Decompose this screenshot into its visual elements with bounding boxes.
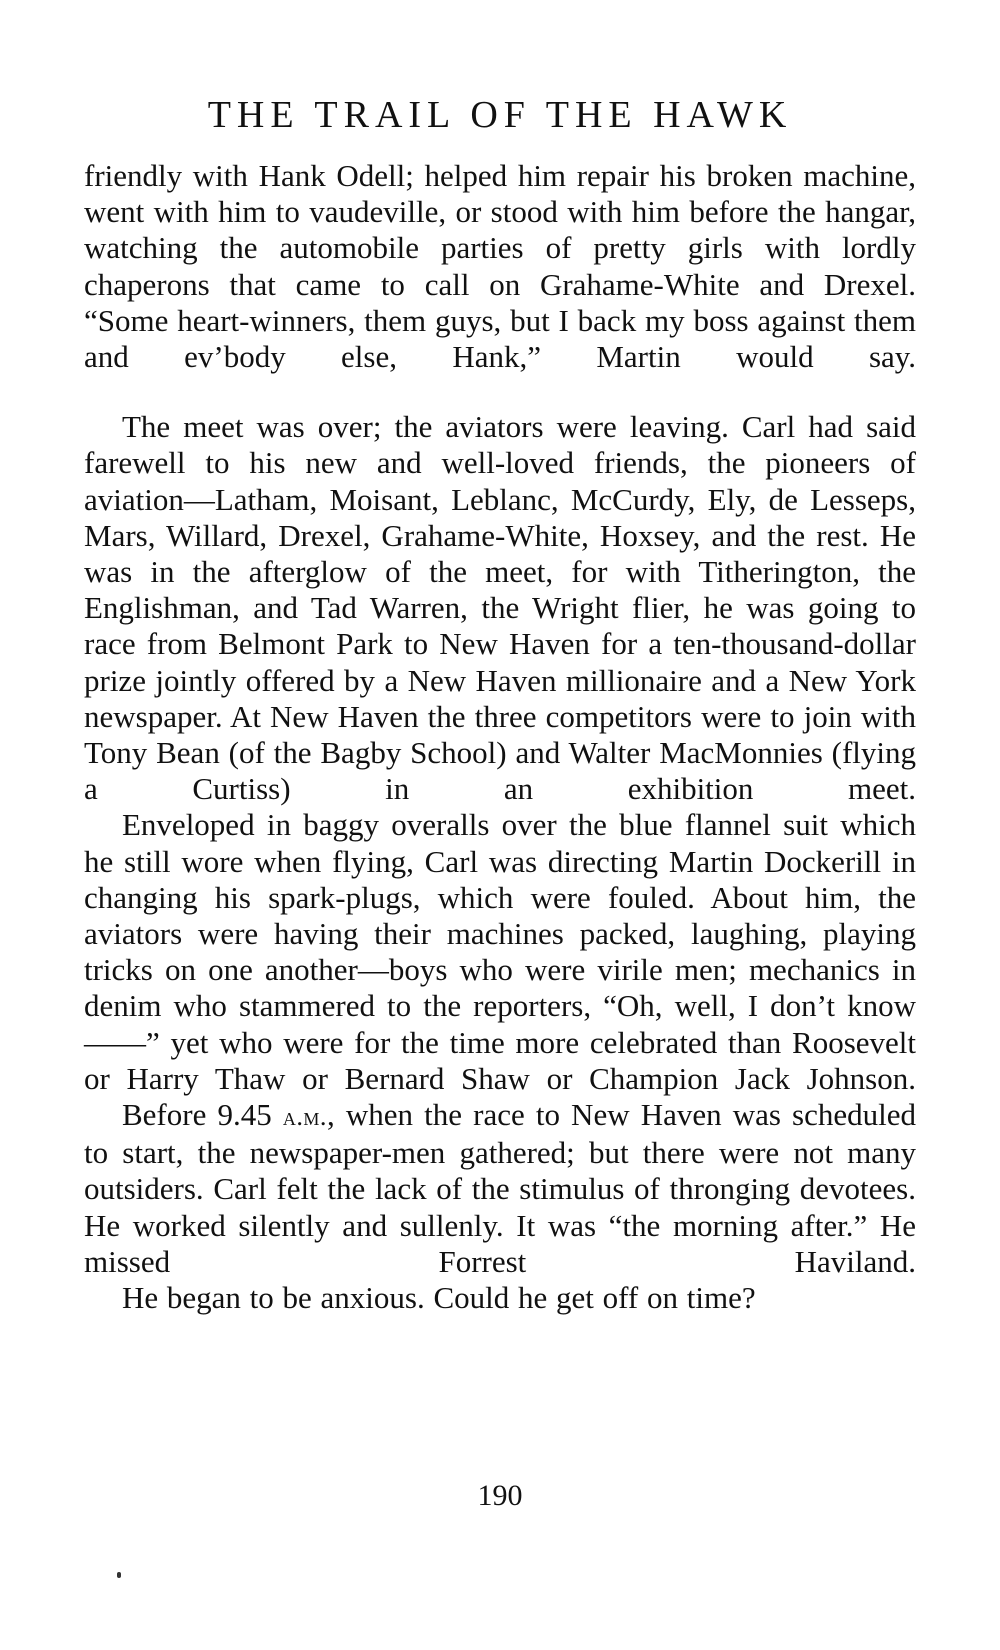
paragraph-4-rest: , when the race to New Haven was scheduled to start, the newspaper-men gathered; but there were not many outsiders. Carl felt the lack of the stimulus of thronging devotees. He worked silently and sullenly. It was “the morning after.” He missed Forrest Haviland.: [84, 1097, 917, 1279]
paragraph-1: friendly with Hank Odell; helped him repair his broken machine, went with him to vaudeville, or stood with him before the hangar, watching the automobile parties of pretty girls with lordly chaperons that came to call on Grahame-White and Drexel. “Some heart-winners, them guys, but I back my boss against them and ev’body else, Hank,” Martin would say.: [84, 158, 916, 375]
paragraph-5: He began to be anxious. Could he get off on time?: [122, 1280, 756, 1316]
ink-speck: [117, 1572, 121, 1578]
paragraph-4-start: Before 9.45: [122, 1097, 283, 1133]
time-abbreviation: a.m.: [282, 1102, 328, 1132]
section-break: [84, 375, 916, 409]
paragraph-2: The meet was over; the aviators were leaving. Carl had said farewell to his new and well-loved friends, the pioneers of aviation—Latham, Moisant, Leblanc, McCurdy, Ely, de Lesseps, Mars, Willard, Drexel, Grahame-White, Hoxsey, and the rest. He was in the afterglow of the meet, for with Titherington, the Englishman, and Tad Warren, the Wright flier, he was going to race from Belmont Park to New Haven for a ten-thousand-dollar prize jointly offered by a New Haven millionaire and a New York newspaper. At New Haven the three competitors were to join with Tony Bean (of the Bagby School) and Walter MacMonnies (flying a Curtiss) in an exhibition meet.: [84, 409, 916, 807]
page-number: 190: [477, 1479, 523, 1512]
paragraph-3: Enveloped in baggy overalls over the blue flannel suit which he still wore when flying, Carl was directing Martin Dockerill in changing his spark-plugs, which were fouled. About him, the aviators were having their machines packed, laughing, playing tricks on one another—boys who were virile men; mechanics in denim who stammered to the reporters, “Oh, well, I don’t know——” yet who were for the time more celebrated than Roosevelt or Harry Thaw or Bernard Shaw or Champion Jack Johnson.: [84, 807, 916, 1096]
running-title: THE TRAIL OF THE HAWK: [207, 94, 793, 136]
paragraph-4: [84, 1097, 916, 1280]
text-block: [84, 158, 916, 1316]
